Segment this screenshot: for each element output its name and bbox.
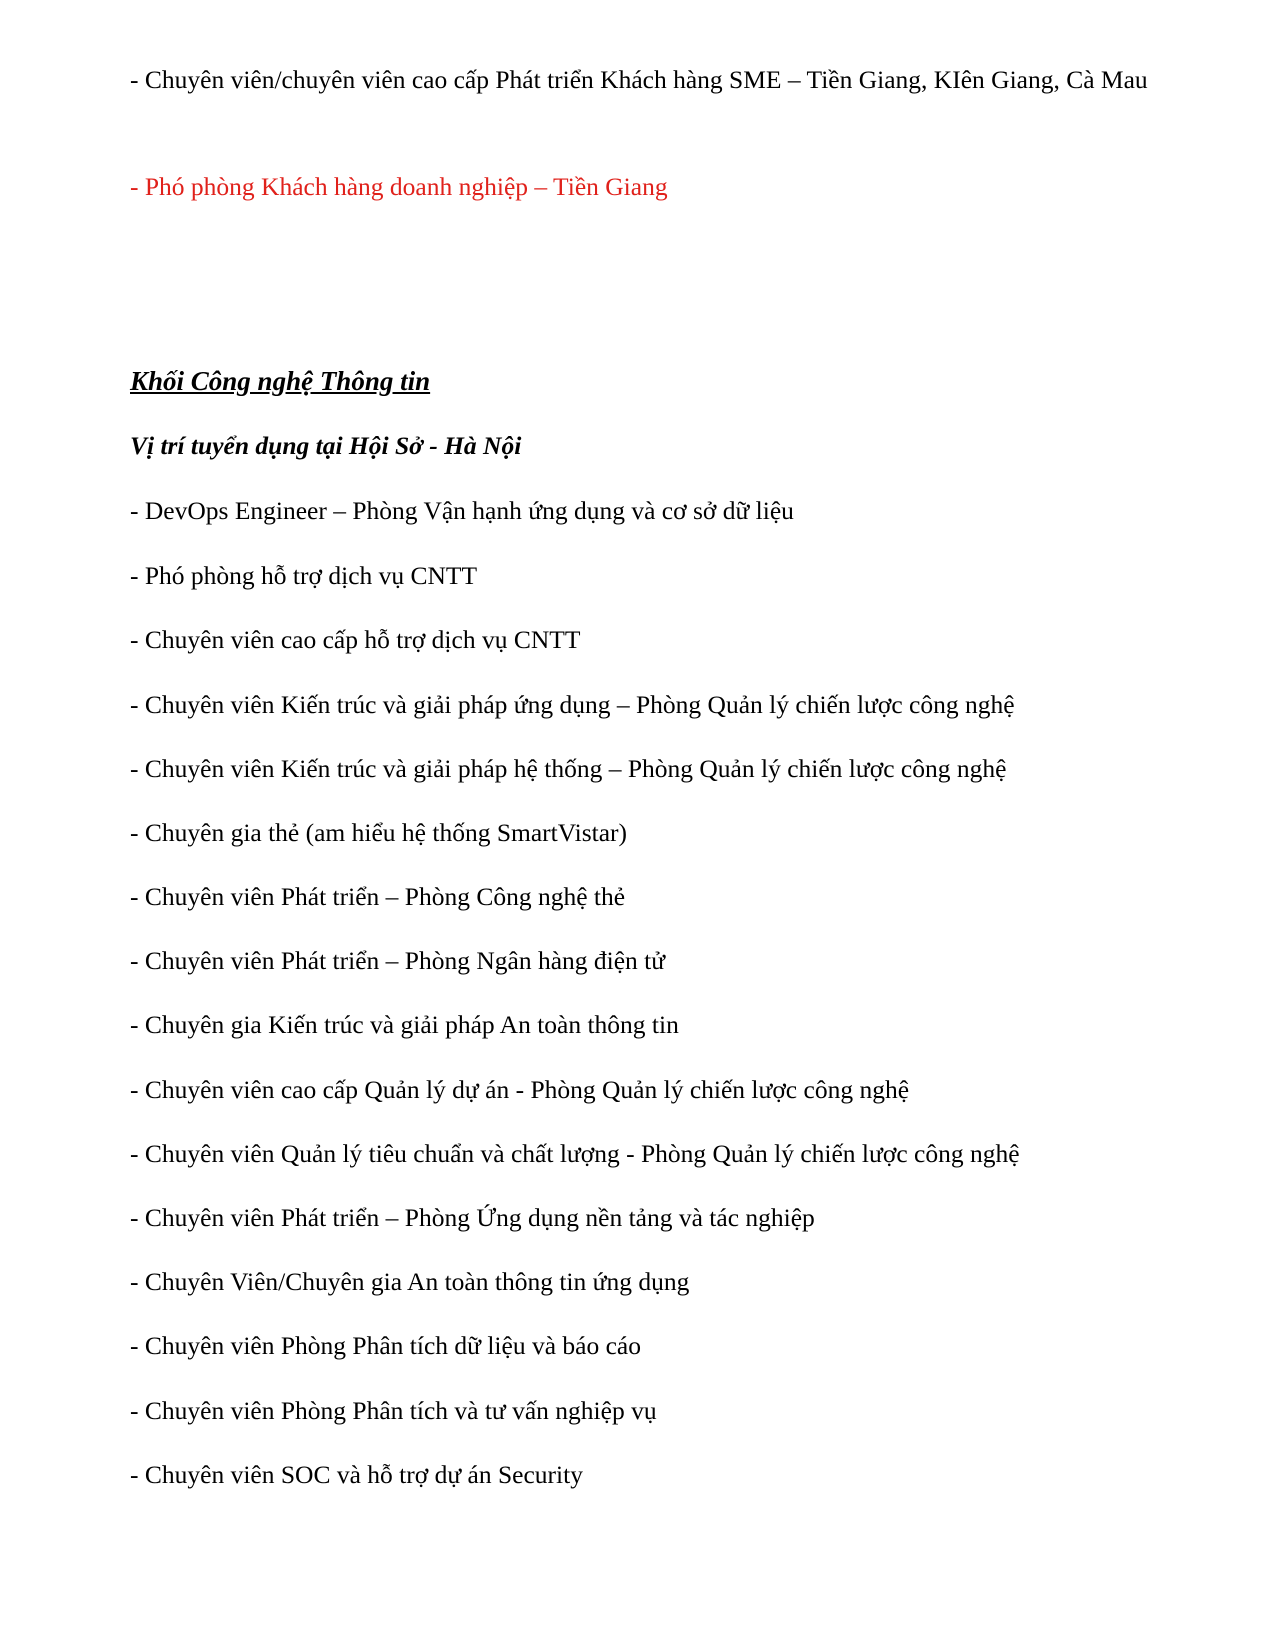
list-item: - Chuyên viên cao cấp hỗ trợ dịch vụ CNTT bbox=[130, 625, 581, 654]
list-item: - Chuyên viên Phát triển – Phòng Ứng dụng nền tảng và tác nghiệp bbox=[130, 1203, 815, 1232]
list-item: - Chuyên viên Phát triển – Phòng Ngân hàng điện tử bbox=[130, 946, 666, 975]
list-item: - Phó phòng hỗ trợ dịch vụ CNTT bbox=[130, 561, 478, 590]
section-title: Khối Công nghệ Thông tin bbox=[130, 366, 431, 396]
list-item: - Chuyên gia Kiến trúc và giải pháp An toàn thông tin bbox=[130, 1010, 679, 1039]
list-item: - Chuyên viên Phòng Phân tích và tư vấn nghiệp vụ bbox=[130, 1396, 657, 1425]
list-item: - Chuyên viên Kiến trúc và giải pháp ứng dụng – Phòng Quản lý chiến lược công nghệ bbox=[130, 690, 1015, 719]
list-item: - Chuyên viên Kiến trúc và giải pháp hệ thống – Phòng Quản lý chiến lược công nghệ bbox=[130, 754, 1007, 783]
list-item-highlighted: - Phó phòng Khách hàng doanh nghiệp – Tiền Giang bbox=[130, 172, 668, 201]
list-item: - Chuyên viên Quản lý tiêu chuẩn và chất lượng - Phòng Quản lý chiến lược công nghệ bbox=[130, 1139, 1020, 1168]
list-item: - Chuyên viên SOC và hỗ trợ dự án Security bbox=[130, 1460, 583, 1489]
list-item: - DevOps Engineer – Phòng Vận hạnh ứng dụng và cơ sở dữ liệu bbox=[130, 496, 794, 525]
list-item: - Chuyên Viên/Chuyên gia An toàn thông tin ứng dụng bbox=[130, 1267, 690, 1296]
list-item: - Chuyên viên Phát triển – Phòng Công nghệ thẻ bbox=[130, 882, 626, 911]
list-item: - Chuyên gia thẻ (am hiểu hệ thống SmartVistar) bbox=[130, 818, 628, 847]
list-item: - Chuyên viên Phòng Phân tích dữ liệu và báo cáo bbox=[130, 1331, 641, 1360]
section-subheading: Vị trí tuyển dụng tại Hội Sở - Hà Nội bbox=[130, 431, 522, 460]
list-item: - Chuyên viên cao cấp Quản lý dự án - Phòng Quản lý chiến lược công nghệ bbox=[130, 1075, 910, 1104]
list-item: - Chuyên viên/chuyên viên cao cấp Phát triển Khách hàng SME – Tiền Giang, KIên Giang, Cà Mau bbox=[130, 65, 1148, 94]
